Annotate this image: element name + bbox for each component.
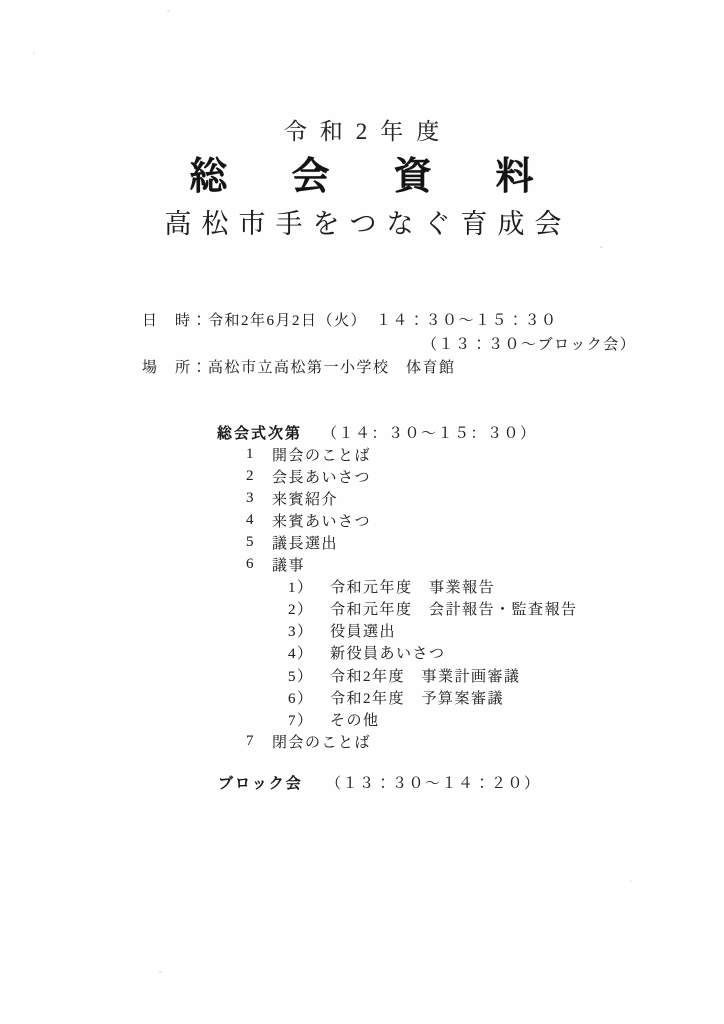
- agenda-item-number: 7: [246, 732, 255, 749]
- agenda-heading-row: [217, 421, 578, 443]
- agenda-subitem-6: [217, 686, 578, 708]
- agenda-item-label: 議事: [272, 558, 306, 575]
- agenda-subitem-4: [217, 642, 578, 664]
- scan-speck: [630, 880, 632, 882]
- agenda-item-7: [217, 730, 578, 752]
- agenda-heading: 総会式次第: [217, 425, 303, 442]
- datetime-value: 令和2年6月2日（火） １４：３０～１５：３０: [208, 313, 558, 329]
- agenda-subitem-3: [217, 620, 578, 642]
- agenda-subitem-label: 役員選出: [330, 624, 397, 641]
- agenda-item-number: 4: [246, 511, 255, 528]
- agenda-subitem-label: 令和2年度 予算案審議: [330, 690, 505, 707]
- agenda-heading-time: （１４：３０～１５：３０）: [322, 425, 537, 442]
- agenda-subitem-number: 5）: [288, 668, 314, 685]
- agenda-subitem-7: [217, 708, 578, 730]
- agenda-item-label: 開会のことば: [272, 447, 372, 464]
- agenda-subitem-number: 1）: [288, 580, 314, 597]
- agenda-item-number: 5: [246, 534, 255, 551]
- agenda-section: [217, 421, 578, 752]
- agenda-subitem-5: [217, 664, 578, 686]
- meeting-info: [142, 310, 636, 381]
- agenda-subitem-number: 6）: [288, 690, 314, 707]
- agenda-subitem-label: その他: [330, 712, 380, 729]
- location-line: [142, 357, 636, 381]
- agenda-item-6: [217, 554, 578, 576]
- agenda-subitem-label: 令和2年度 事業計画審議: [330, 668, 521, 685]
- organization-name: 高松市手をつなぐ育成会: [164, 209, 572, 240]
- block-meeting-label: ブロック会: [218, 776, 303, 792]
- agenda-subitem-number: 7）: [288, 712, 314, 729]
- agenda-subitem-number: 3）: [288, 624, 314, 641]
- agenda-item-number: 6: [246, 556, 255, 573]
- agenda-item-label: 会長あいさつ: [272, 469, 372, 486]
- agenda-subitem-number: 4）: [288, 646, 314, 663]
- agenda-subitem-2: [217, 598, 578, 620]
- location-value: 高松市立高松第一小学校 体育館: [208, 360, 456, 376]
- agenda-item-5: [217, 531, 578, 553]
- fiscal-year: 令和2年度: [283, 119, 453, 144]
- agenda-item-1: [217, 443, 578, 465]
- agenda-item-number: 2: [246, 467, 255, 484]
- block-meeting-line: [218, 772, 540, 793]
- agenda-item-3: [217, 487, 578, 509]
- block-meeting-time: （１３：３０～１４：２０）: [325, 776, 541, 792]
- datetime-label: 日 時：: [142, 313, 209, 329]
- agenda-item-label: 来賓あいさつ: [272, 513, 372, 530]
- scan-speck: [33, 52, 35, 54]
- agenda-subitem-label: 令和元年度 会計報告・監査報告: [330, 602, 578, 619]
- scan-speck: [167, 10, 170, 12]
- agenda-item-label: 来賓紹介: [272, 491, 339, 508]
- agenda-item-label: 閉会のことば: [272, 734, 372, 751]
- scan-speck: [600, 246, 603, 248]
- agenda-item-4: [217, 509, 578, 531]
- agenda-subitem-label: 令和元年度 事業報告: [330, 580, 496, 597]
- agenda-item-number: 3: [246, 489, 255, 506]
- agenda-item-2: [217, 465, 578, 487]
- agenda-subitem-1: [217, 576, 578, 598]
- document-header: [12, 118, 724, 241]
- agenda-subitem-number: 2）: [288, 602, 314, 619]
- document-title: 総 会 資 料: [189, 155, 547, 198]
- datetime-note: （１３：３０～ブロック会）: [422, 336, 637, 353]
- agenda-item-label: 議長選出: [272, 536, 339, 553]
- location-label: 場 所：: [142, 360, 209, 376]
- agenda-item-number: 1: [246, 445, 255, 462]
- agenda-subitem-label: 新役員あいさつ: [330, 646, 446, 663]
- datetime-line: [142, 310, 636, 334]
- scan-speck: [159, 971, 162, 973]
